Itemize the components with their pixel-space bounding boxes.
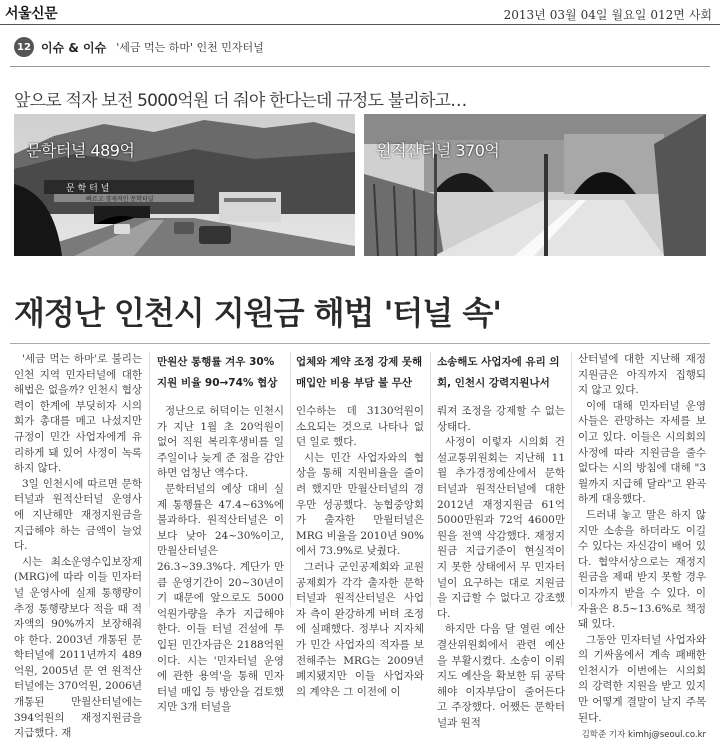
paragraph: 문학터널의 예상 대비 실제 통행률은 47.4~63%에 불과하다. 원적산터널은 이보다 낮아 24~30%이고, 만월산터널은 26.3~39.3%다. 계단가 만큼 운영기간이 20~30년이기 때문에 앞으로도 5000억원가량을 추가 지급해야 한다. 이들 터널 건설에 투입된 민간자금은 2188억원이다. 시는 '민자터널 운영에 관한 용역'을 통해 민자터널 매입 등 방안을 검토했지만 3개 터널을 <box>157 482 284 714</box>
column-divider <box>430 352 431 607</box>
paragraph: 정난으로 허덕이는 인천시가 지난 1월 초 20억원이 없어 직원 복리후생비를 일주일이나 늦게 준 점을 감안하면 엄청난 액수다. <box>157 405 284 480</box>
subtitle-deck: 소송해도 사업자에 유리 의회, 인천시 강력지원나서 <box>437 356 560 389</box>
paragraph: 사정이 이렇자 시의회 건설교통위원회는 지난해 11월 추가경정예산에서 문학터널과 원적산터널에 대한 2012년 재정지원금 61억 5000만원과 72억 4600만원을 전액 삭감했다. 재정지원금 지급기준이 현실적이지 못한 상태에서 무 민자터널이 요구하는 대로 지원금을 지급할 수 없다고 강조했다. <box>437 436 565 620</box>
paragraph: 인수하는 데 3130억원이 소요되는 것으로 나타나 없던 일로 했다. <box>296 405 424 449</box>
article-column-4 <box>437 352 565 731</box>
page-number: 012면 <box>650 8 685 22</box>
article-column-2 <box>157 352 284 716</box>
dateline <box>500 6 712 23</box>
date-year: 2013년 <box>503 8 546 22</box>
subheadline: 앞으로 적자 보전 5000억원 더 줘야 한다는데 규정도 불리하고… <box>14 91 467 111</box>
tunnel-sign-title: 문 학 터 널 <box>66 184 110 194</box>
series-title: '세금 먹는 하마' 인천 민자터널 <box>116 41 264 54</box>
subtitle-deck: 업체와 계약 조정 강제 못해 매입안 비용 부담 불 무산 <box>296 356 423 389</box>
wonjeoksan-tunnel-image <box>364 114 706 256</box>
paragraph: 뤄져 조정을 강제할 수 없는 상태다. <box>437 405 565 433</box>
date-weekday: 월요일 <box>611 8 647 22</box>
headline: 재정난 인천시 지원금 해법 '터널 속' <box>14 294 502 332</box>
divider <box>10 343 710 344</box>
paragraph: 그러나 군인공제회와 교원공제회가 각각 출자한 문학터널과 원적산터널은 사업자 측이 완강하게 버텨 조정에 실패했다. 정부나 지자체가 민간 사업자의 적자를 보전해주는 MRG는 2009년 폐지됐지만 이들 사업자와의 계약은 그 이전에 이 <box>296 560 424 698</box>
date-month: 03월 <box>549 8 577 22</box>
column-divider <box>290 352 291 607</box>
masthead <box>0 0 720 25</box>
byline: 김학준 기자 kimhj@seoul.co.kr <box>581 730 706 741</box>
newspaper-name: 서울신문 <box>5 6 58 22</box>
divider <box>10 66 710 67</box>
article-column-1 <box>14 352 142 742</box>
paragraph: 이에 대해 민자터널 운영사들은 관망하는 자세를 보이고 있다. 이들은 시의회의 사정에 따라 지원금을 줄수 없다는 시의 방침에 대해 "3월까지 지급해 달라"고 완곡하게 대응했다. <box>578 399 706 506</box>
photo-munhak-tunnel <box>14 114 355 256</box>
column-divider <box>149 352 150 607</box>
photo-caption-munhak: 문학터널 489억 <box>26 141 135 160</box>
paragraph: 드러내 놓고 말은 하지 않지만 소송을 하더라도 이길 수 있다는 자신감이 배어 있다. 협약서상으로는 재정지원금을 제때 받지 못할 경우 이자까지 받을 수 있다. 이자율은 8.5~13.6%로 책정돼 있다. <box>578 508 706 631</box>
section-tag <box>14 36 264 58</box>
section-number-badge: 12 <box>14 37 34 57</box>
paragraph: 그동안 민자터널 사업자와의 기싸움에서 계속 패배한 인천시가 이번에는 시의회의 강력한 지원을 받고 있지만 어떻게 결말이 날지 주목된다. <box>578 633 706 724</box>
paragraph: 3일 인천시에 따르면 문학터널과 원적산터널 운영사에 지난해만 재정지원금을 지급해야 하는 금액이 늘었다. <box>14 477 142 553</box>
paragraph: 산터널에 대한 지난해 재정지원금은 아직까지 집행되지 않고 있다. <box>578 353 706 397</box>
subtitle-deck: 만원산 통행률 겨우 30% 지원 비율 90→74% 협상 <box>157 356 278 389</box>
section-name: 사회 <box>688 8 712 22</box>
paragraph: '세금 먹는 하마'로 불리는 인천 지역 민자터널에 대한 해법은 없을까? 인천시 협상력이 한계에 부딪히자 시의회가 총대를 메고 나섰지만 규정이 민간 사업자에게 유리하게 돼 있어 사정이 녹록하지 않다. <box>14 353 142 475</box>
paragraph: 하지만 다음 달 열린 예산결산위원회에서 관련 예산을 부활시켰다. 소송이 이뤄지도 예산을 확보한 뒤 공탁해야 이자부담이 줄어든다고 주장했다. 어쨌든 문학터널과 원적 <box>437 623 565 729</box>
section-title: 이슈 & 이슈 <box>41 40 107 55</box>
paragraph: 시는 민간 사업자와의 협상을 통해 지원비율을 줄이려 했지만 만월산터널의 경우만 성공했다. 농협중앙회가 출자한 만월터널은 MRG 비율을 2010년 90%에서 73.9%로 낮췄다. <box>296 451 424 558</box>
munhak-tunnel-image <box>14 114 355 256</box>
article-column-5 <box>578 352 706 744</box>
article-column-3 <box>296 352 424 700</box>
photo-caption-wonjeoksan: 원적산터널 370억 <box>376 141 500 160</box>
photo-wonjeoksan-tunnel <box>364 114 706 256</box>
date-day: 04일 <box>580 8 608 22</box>
paragraph: 시는 최소운영수입보장제(MRG)에 따라 이들 민자터널 운영사에 실제 통행량이 추정 통행량보다 적을 때 적자액의 90%까지 보장해줘야 한다. 2003년 개통된 문학터널에 2011년까지 489억원, 2005년 문 연 원적산터널에는 370억원, 2006년 개통된 만월산터널에는 394억원의 재정지원금을 지급했다. 재 <box>14 555 142 740</box>
tunnel-sign-slogan: 빠르고 경제적인 문학터널 <box>86 196 154 203</box>
column-divider <box>571 352 572 607</box>
